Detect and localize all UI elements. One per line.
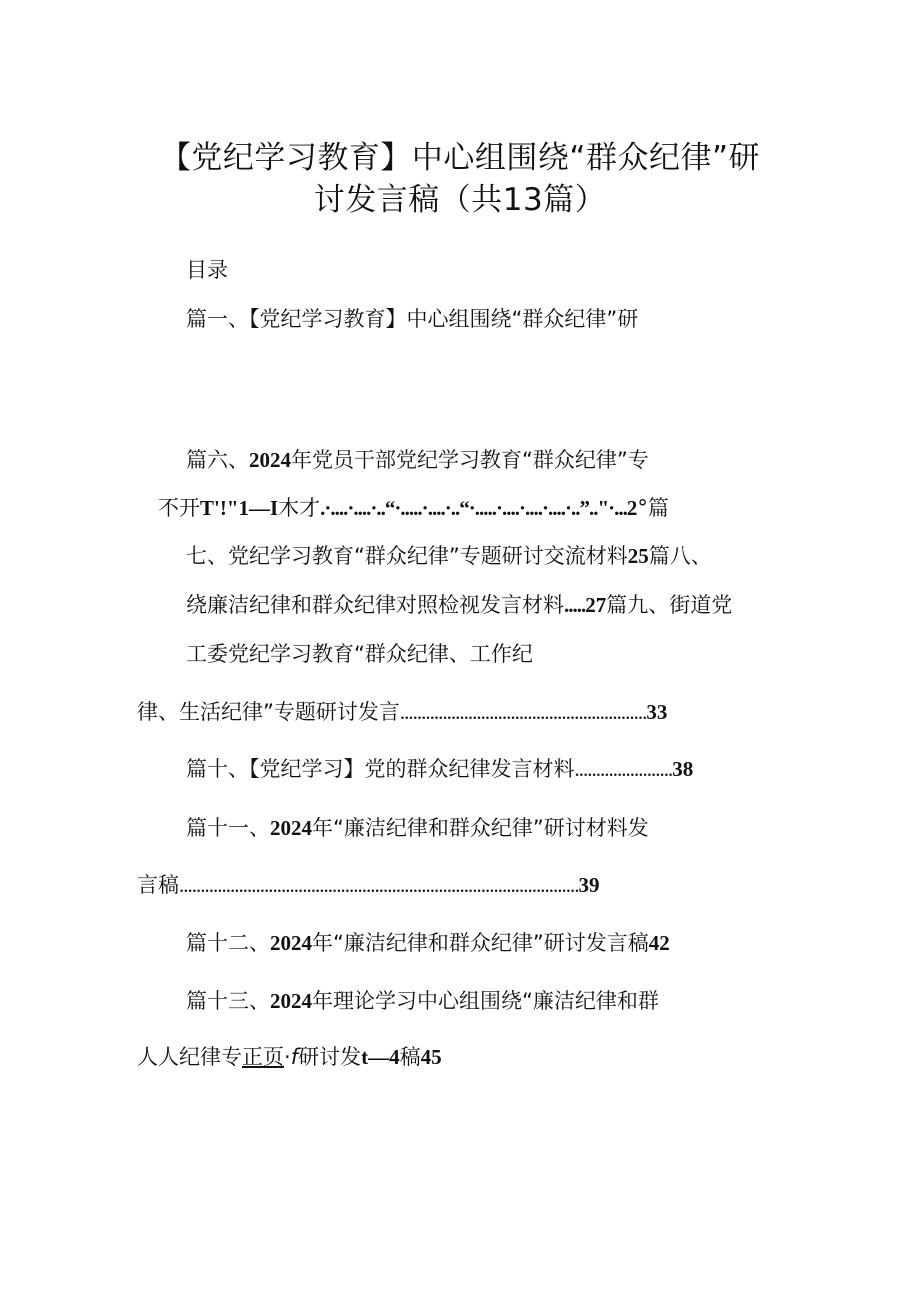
toc-heading: 目录 [186,258,228,282]
toc-text: · [284,1045,291,1069]
toc-text: 不开 [158,496,200,520]
toc-dot-leader: .............................................................................................. [179,873,579,897]
toc-page-number: 45 [420,1045,442,1069]
toc-line-8 [186,755,693,783]
toc-garbled-text: T'!"1—I [200,496,279,520]
toc-text: 言稿 [137,873,179,897]
toc-year: 2024 [270,931,312,955]
toc-line-3 [158,494,669,522]
toc-page-number: 33 [646,700,668,724]
toc-text: 篇十、【党纪学习】党的群众纪律发言材料 [186,757,575,781]
toc-year: 2024 [270,989,312,1013]
toc-page-number: 42 [648,931,670,955]
toc-page-number: 2 [626,496,638,520]
toc-text: 木才 [278,496,321,520]
toc-text: 年“廉洁纪律和群众纪律”研讨材料发 [312,816,649,840]
toc-text: 绕廉洁纪律和群众纪律对照检视发言材料 [186,593,564,617]
toc-dot-leader: ....................... [574,757,673,781]
document-title-line-1: 【党纪学习教育】中心组围绕“群众纪律”研 [159,140,761,176]
toc-line-13 [137,1043,442,1071]
toc-text: 篇十三、 [186,989,270,1013]
toc-text: 七、党纪学习教育“群众纪律”专题研讨交流材料 [186,544,628,568]
toc-line-9 [186,814,649,842]
toc-text: 篇十二、 [186,931,270,955]
toc-text: 年理论学习中心组围绕“廉洁纪律和群 [312,989,659,1013]
toc-text: 年“廉洁纪律和群众纪律”研讨发言稿 [312,931,649,955]
toc-underlined-text: 正页 [242,1045,284,1069]
toc-text: f [290,1045,299,1069]
toc-dot-leader: .·....·....·..“·.....·....·..“·.....·....·....·....·..”.."·... [320,496,627,520]
toc-text: 律、生活纪律”专题研讨发言 [137,700,400,724]
toc-line-4 [186,542,712,570]
toc-text: 篇六、 [186,448,249,472]
toc-text: 年党员干部党纪学习教育“群众纪律”专 [291,448,649,472]
toc-text: 篇八、 [648,544,712,568]
toc-line-1: 篇一、【党纪学习教育】中心组围绕“群众纪律”研 [186,307,639,331]
toc-text: 稿 [399,1045,421,1069]
toc-page-number: 27 [585,593,607,617]
toc-line-2 [186,446,649,474]
toc-line-5 [186,591,732,619]
toc-line-12 [186,987,659,1015]
toc-line-7 [137,698,667,726]
toc-text: 篇十一、 [186,816,270,840]
toc-text: °篇 [637,496,669,520]
toc-page-number: 38 [672,757,694,781]
toc-garbled-text: t—4 [361,1045,400,1069]
toc-page-number: 39 [578,873,600,897]
document-title-line-2: 讨发言稿（共13篇） [313,182,607,218]
toc-year: 2024 [270,816,312,840]
toc-line-10 [137,871,600,899]
toc-dot-leader: .......................................................... [399,700,647,724]
toc-page-number: 25 [627,544,649,568]
toc-text: 篇九、街道党 [606,593,733,617]
toc-text: 人人纪律专 [137,1045,242,1069]
toc-year: 2024 [249,448,291,472]
toc-line-6: 工委党纪学习教育“群众纪律、工作纪 [186,642,533,666]
toc-text: 研讨发 [298,1045,362,1069]
toc-dot-leader: ..... [564,593,586,617]
toc-line-11 [186,929,670,957]
